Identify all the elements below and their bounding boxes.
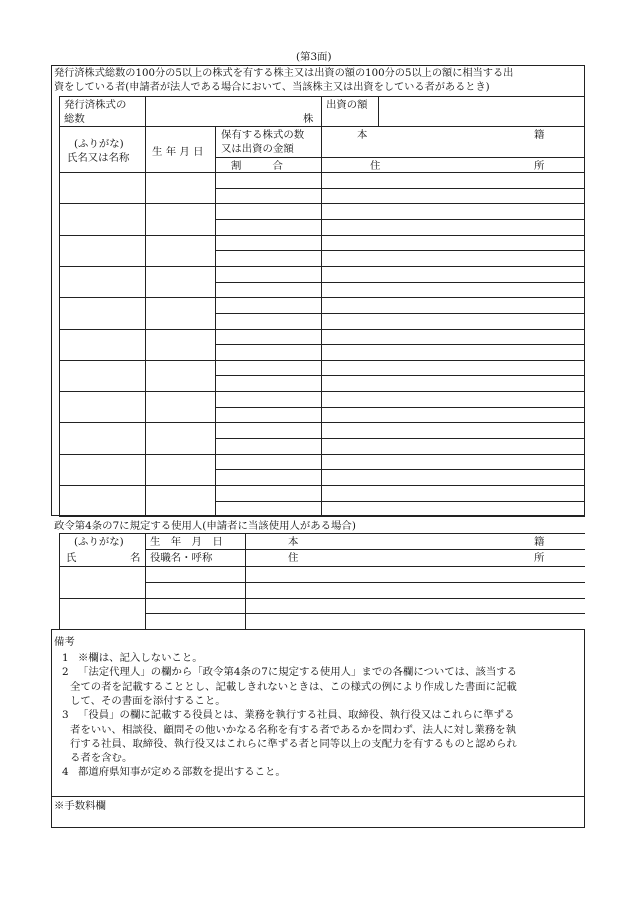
notes-title: 備考 <box>54 636 75 648</box>
emp-name-cell[interactable] <box>60 598 144 629</box>
emp-position-cell[interactable] <box>146 613 244 628</box>
address-cell[interactable] <box>322 375 584 390</box>
note-number: 1 <box>62 652 69 664</box>
name-cell[interactable] <box>60 329 144 359</box>
emp-furigana-header: (ふりがな) <box>74 536 124 548</box>
emp-position-cell[interactable] <box>146 582 244 597</box>
name-cell[interactable] <box>60 235 144 265</box>
employees-heading: 政令第4条の7に規定する使用人(申請者に当該使用人がある場合) <box>54 520 356 532</box>
name-cell[interactable] <box>60 266 144 296</box>
emp-name-cell[interactable] <box>60 566 144 597</box>
ratio-cell[interactable] <box>216 438 320 453</box>
address-cell[interactable] <box>322 219 584 234</box>
note-line: 都道府県知事が定める部数を提出すること。 <box>78 766 286 779</box>
birthdate-cell[interactable] <box>146 172 214 202</box>
birthdate-cell[interactable] <box>146 203 214 233</box>
birthdate-cell[interactable] <box>146 329 214 359</box>
birthdate-cell[interactable] <box>146 360 214 390</box>
birthdate-header: 生 年 月 日 <box>152 146 204 158</box>
birthdate-cell[interactable] <box>146 422 214 452</box>
note-line: 全ての者を記載することとし、記載しきれないときは、この様式の例により作成した書面に記載 <box>70 680 517 693</box>
ratio-cell[interactable] <box>216 344 320 359</box>
address-cell[interactable] <box>322 282 584 297</box>
holding-cell[interactable] <box>216 329 320 344</box>
honseki-cell[interactable] <box>322 235 584 250</box>
name-cell[interactable] <box>60 360 144 390</box>
honseki-cell[interactable] <box>322 172 584 187</box>
emp-name-header-right: 名 <box>130 552 141 564</box>
address-cell[interactable] <box>322 188 584 203</box>
name-header-furigana: (ふりがな) <box>74 138 124 150</box>
note-line: る者を含む。 <box>70 752 133 765</box>
birthdate-cell[interactable] <box>146 485 214 515</box>
ratio-cell[interactable] <box>216 219 320 234</box>
fee-label: ※手数料欄 <box>54 800 106 812</box>
holding-cell[interactable] <box>216 297 320 312</box>
note-number: 2 <box>62 666 69 679</box>
emp-birthdate-header: 生 年 月 日 <box>150 536 223 548</box>
ratio-cell[interactable] <box>216 375 320 390</box>
emp-address-cell[interactable] <box>246 582 584 597</box>
name-header: 氏名又は名称 <box>67 152 130 164</box>
emp-address-cell[interactable] <box>246 613 584 628</box>
ratio-cell[interactable] <box>216 282 320 297</box>
honseki-header-left: 本 <box>357 129 368 141</box>
honseki-cell[interactable] <box>322 266 584 281</box>
address-cell[interactable] <box>322 250 584 265</box>
name-cell[interactable] <box>60 422 144 452</box>
total-shares-unit: 株 <box>303 113 314 125</box>
note-line: 行する社員、取締役、執行役又はこれらに準ずる者と同等以上の支配力を有するものと認められ <box>70 737 517 750</box>
shareholders-heading-line1: 発行済株式総数の100分の5以上の株式を有する株主又は出資の額の100分の5以上の額に相当する出 <box>54 68 514 79</box>
emp-position-header: 役職名・呼称 <box>150 552 213 564</box>
birthdate-cell[interactable] <box>146 266 214 296</box>
emp-birthdate-cell[interactable] <box>146 566 244 581</box>
birthdate-cell[interactable] <box>146 391 214 421</box>
honseki-cell[interactable] <box>322 360 584 375</box>
note-line: 「法定代理人」の欄から「政令第4条の7に規定する使用人」までの各欄については、該当する <box>78 666 518 679</box>
holding-cell[interactable] <box>216 485 320 500</box>
ratio-cell[interactable] <box>216 313 320 328</box>
holding-cell[interactable] <box>216 360 320 375</box>
honseki-cell[interactable] <box>322 454 584 469</box>
honseki-cell[interactable] <box>322 485 584 500</box>
honseki-header-right: 籍 <box>534 129 545 141</box>
note-line: 者をいい、相談役、顧問その他いかなる名称を有する者であるかを問わず、法人に対し業務を執 <box>70 723 516 736</box>
holding-cell[interactable] <box>216 172 320 187</box>
address-cell[interactable] <box>322 469 584 484</box>
capital-label: 出資の額 <box>326 99 368 111</box>
holding-cell[interactable] <box>216 266 320 281</box>
emp-honseki-cell[interactable] <box>246 598 584 613</box>
ratio-cell[interactable] <box>216 407 320 422</box>
address-header-left: 住 <box>370 160 381 172</box>
total-shares-value-field[interactable] <box>146 97 320 125</box>
holding-cell[interactable] <box>216 235 320 250</box>
fee-field[interactable] <box>130 798 582 826</box>
ratio-cell[interactable] <box>216 188 320 203</box>
emp-honseki-right: 籍 <box>534 536 545 548</box>
holding-header-2: 又は出資の金額 <box>221 143 294 155</box>
ratio-cell[interactable] <box>216 250 320 265</box>
total-shares-label-2: 総数 <box>64 113 85 125</box>
holding-cell[interactable] <box>216 391 320 406</box>
name-cell[interactable] <box>60 203 144 233</box>
emp-birthdate-cell[interactable] <box>146 598 244 613</box>
shareholders-heading-line2: 資をしている者(申請者が法人である場合において、当該株主又は出資をしている者があるとき) <box>54 82 490 93</box>
holding-cell[interactable] <box>216 203 320 218</box>
address-header-right: 所 <box>534 160 545 172</box>
birthdate-cell[interactable] <box>146 297 214 327</box>
emp-honseki-left: 本 <box>288 536 299 548</box>
birthdate-cell[interactable] <box>146 235 214 265</box>
honseki-cell[interactable] <box>322 329 584 344</box>
capital-value-field[interactable] <box>379 97 584 125</box>
name-cell[interactable] <box>60 297 144 327</box>
emp-address-right: 所 <box>534 552 545 564</box>
honseki-cell[interactable] <box>322 203 584 218</box>
address-cell[interactable] <box>322 313 584 328</box>
note-line: して、その書面を添付すること。 <box>70 694 226 707</box>
name-cell[interactable] <box>60 485 144 515</box>
note-line: 「役員」の欄に記載する役員とは、業務を執行する社員、取締役、執行役又はこれらに準ずる <box>78 709 515 722</box>
note-number: 4 <box>62 766 69 779</box>
page-label: (第3面) <box>296 51 332 63</box>
note-line: ※欄は、記入しないこと。 <box>78 652 203 664</box>
honseki-cell[interactable] <box>322 422 584 437</box>
name-cell[interactable] <box>60 172 144 202</box>
name-cell[interactable] <box>60 391 144 421</box>
ratio-cell[interactable] <box>216 469 320 484</box>
honseki-cell[interactable] <box>322 391 584 406</box>
ratio-header: 割 合 <box>231 160 283 172</box>
honseki-cell[interactable] <box>322 297 584 312</box>
holding-cell[interactable] <box>216 454 320 469</box>
address-cell[interactable] <box>322 501 584 516</box>
address-cell[interactable] <box>322 438 584 453</box>
ratio-cell[interactable] <box>216 501 320 516</box>
birthdate-cell[interactable] <box>146 454 214 484</box>
total-shares-label: 発行済株式の <box>64 99 127 111</box>
holding-header: 保有する株式の数 <box>221 129 305 141</box>
emp-address-left: 住 <box>288 552 299 564</box>
holding-cell[interactable] <box>216 422 320 437</box>
emp-honseki-cell[interactable] <box>246 566 584 581</box>
name-cell[interactable] <box>60 454 144 484</box>
address-cell[interactable] <box>322 344 584 359</box>
note-number: 3 <box>62 709 69 722</box>
address-cell[interactable] <box>322 407 584 422</box>
emp-name-header-left: 氏 <box>66 552 77 564</box>
